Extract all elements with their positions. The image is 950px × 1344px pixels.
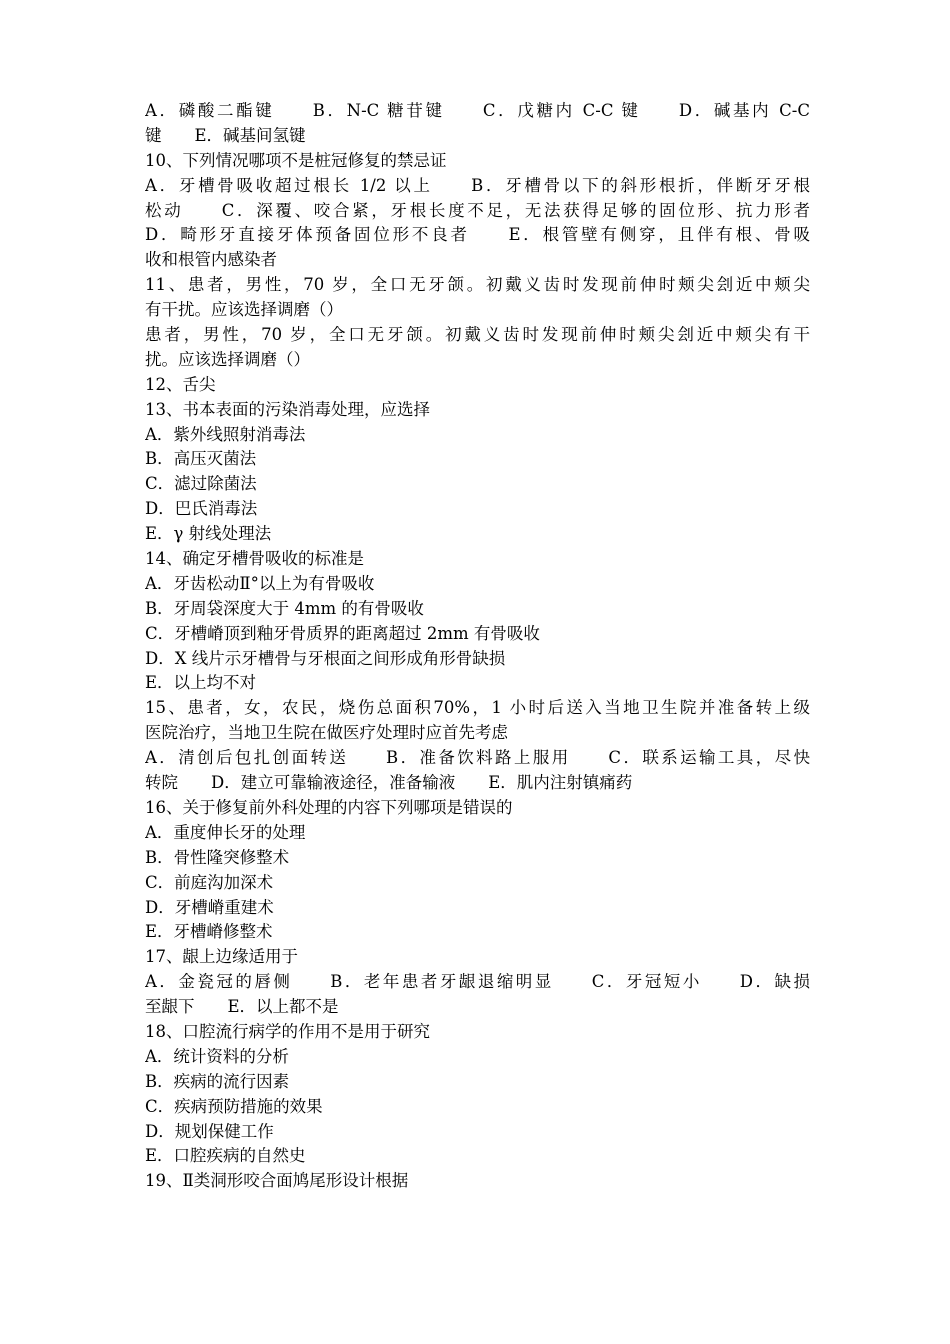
text-line: D．巴氏消毒法 — [145, 499, 258, 519]
text-line: 18、口腔流行病学的作用不是用于研究 — [145, 1021, 430, 1041]
text-line: 14、确定牙槽骨吸收的标准是 — [145, 549, 364, 569]
text-line: 19、Ⅱ类洞形咬合面鸠尾形设计根据 — [145, 1171, 409, 1191]
text-line: B．疾病的流行因素 — [145, 1071, 290, 1091]
text-line: A．清创后包扎创面转送 B．准备饮料路上服用 C．联系运输工具，尽快 — [145, 748, 810, 768]
text-line: 收和根管内感染者 — [145, 250, 277, 270]
text-line: A．金瓷冠的唇侧 B．老年患者牙龈退缩明显 C．牙冠短小 D．缺损 — [145, 972, 810, 992]
text-line: E．γ 射线处理法 — [145, 524, 272, 544]
text-line: 13、书本表面的污染消毒处理，应选择 — [145, 399, 430, 419]
text-line: B．牙周袋深度大于 4mm 的有骨吸收 — [145, 598, 424, 618]
text-line: 至龈下 E．以上都不是 — [145, 997, 339, 1017]
text-line: 16、关于修复前外科处理的内容下列哪项是错误的 — [145, 797, 513, 817]
text-line: 17、龈上边缘适用于 — [145, 947, 298, 967]
text-line: B．骨性隆突修整术 — [145, 847, 290, 867]
text-line: A．磷酸二酯键 B．N-C 糖苷键 C．戊糖内 C-C 键 D．碱基内 C-C — [145, 101, 810, 120]
text-line: D．规划保健工作 — [145, 1121, 274, 1141]
text-line: 松动 C．深覆、咬合紧，牙根长度不足，无法获得足够的固位形、抗力形者 — [145, 200, 810, 220]
text-line: A．牙槽骨吸收超过根长 1/2 以上 B．牙槽骨以下的斜形根折，伴断牙牙根 — [145, 175, 810, 195]
text-line: D．X 线片示牙槽骨与牙根面之间形成角形骨缺损 — [145, 648, 506, 668]
text-line: C．滤过除菌法 — [145, 474, 257, 494]
text-line: 键 E．碱基间氢键 — [145, 125, 306, 145]
text-line: C．牙槽嵴顶到釉牙骨质界的距离超过 2mm 有骨吸收 — [145, 623, 540, 643]
text-line: C．疾病预防措施的效果 — [145, 1096, 323, 1116]
text-line: 转院 D．建立可靠输液途径，准备输液 E．肌内注射镇痛药 — [145, 773, 633, 793]
document-page — [145, 99, 810, 1194]
text-line: D．畸形牙直接牙体预备固位形不良者 E．根管壁有侧穿，且伴有根、骨吸 — [145, 225, 810, 245]
text-line: A．重度伸长牙的处理 — [145, 822, 306, 842]
text-line: E．口腔疾病的自然史 — [145, 1146, 306, 1166]
text-line: 11、患者，男性，70 岁，全口无牙颌。初戴义齿时发现前伸时颊尖刽近中颊尖 — [145, 275, 810, 295]
text-line: E．以上均不对 — [145, 673, 257, 693]
text-line: E．牙槽嵴修整术 — [145, 922, 273, 942]
text-line: A．牙齿松动Ⅱ°以上为有骨吸收 — [145, 573, 375, 593]
text-line: 患者，男性，70 岁，全口无牙颌。初戴义齿时发现前伸时颊尖刽近中颊尖有干 — [145, 325, 810, 345]
text-line: A．紫外线照射消毒法 — [145, 424, 306, 444]
text-line: B．高压灭菌法 — [145, 449, 257, 469]
text-line: 10、下列情况哪项不是桩冠修复的禁忌证 — [145, 150, 447, 170]
text-line: D．牙槽嵴重建术 — [145, 897, 274, 917]
text-line: C．前庭沟加深术 — [145, 872, 274, 892]
text-line: 12、舌尖 — [145, 374, 216, 394]
text-line: 医院治疗，当地卫生院在做医疗处理时应首先考虑 — [145, 723, 508, 743]
text-line: 扰。应该选择调磨（） — [145, 349, 310, 369]
text-line: 有干扰。应该选择调磨（） — [145, 300, 343, 320]
text-line: 15、患者，女，农民，烧伤总面积70%，1 小时后送入当地卫生院并准备转上级 — [145, 698, 810, 718]
text-line: A．统计资料的分析 — [145, 1046, 289, 1066]
